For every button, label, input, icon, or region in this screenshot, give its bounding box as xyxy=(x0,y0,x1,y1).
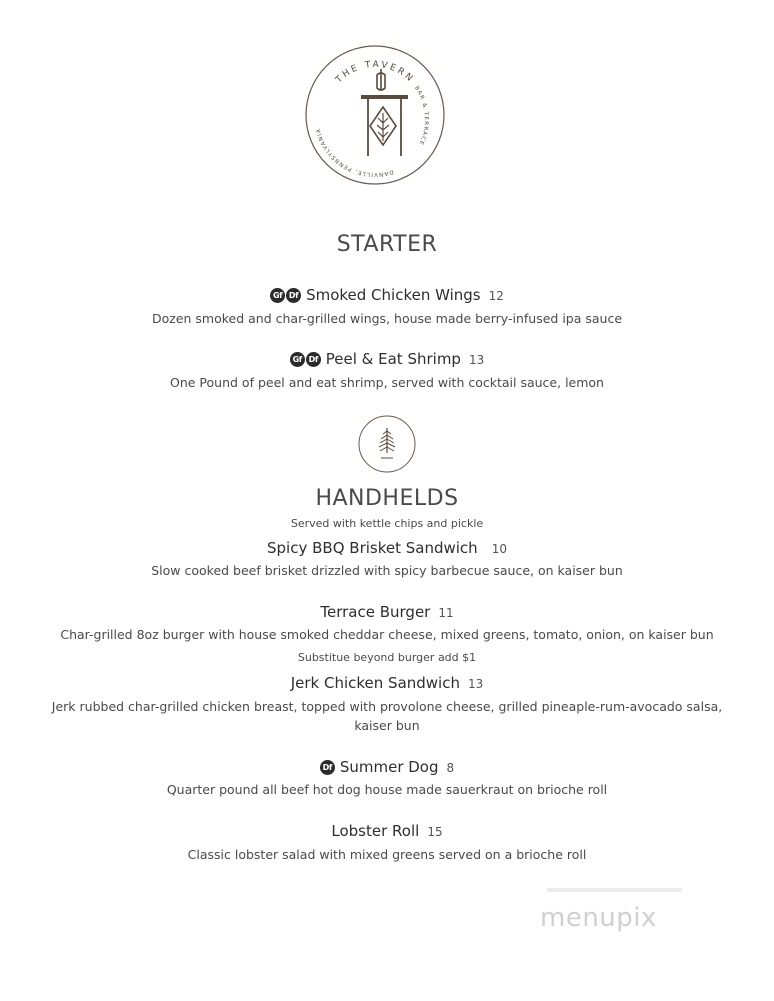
menu-item-terrace-burger xyxy=(0,603,774,621)
dairy-free-badge: Df xyxy=(286,288,301,303)
dairy-free-badge: Df xyxy=(320,760,335,775)
section-title-handhelds: HANDHELDS xyxy=(315,486,459,511)
menu-item-summer-dog xyxy=(0,758,774,776)
menu-item-lobster-roll xyxy=(0,822,774,840)
item-description: One Pound of peel and eat shrimp, served with cocktail sauce, lemon xyxy=(170,375,604,390)
item-price: 15 xyxy=(427,825,443,839)
pine-tree-divider xyxy=(358,415,416,473)
section-title-starter: STARTER xyxy=(336,232,438,257)
pine-tree-icon xyxy=(358,415,416,473)
section-subtitle: Served with kettle chips and pickle xyxy=(290,517,484,530)
menu-item-jerk-chicken xyxy=(0,674,774,692)
item-description: Char-grilled 8oz burger with house smoked cheddar cheese, mixed greens, tomato, onion, on kaiser bun xyxy=(60,627,714,642)
logo-right-text: BAR & TERRACE xyxy=(413,85,429,147)
svg-text:THE TAVERN xyxy=(333,60,415,86)
lantern-icon xyxy=(303,43,447,187)
menu-item-peel-eat-shrimp xyxy=(0,350,774,368)
item-name: Lobster Roll xyxy=(331,822,420,840)
menu-item-spicy-bbq-brisket xyxy=(0,539,774,557)
dietary-badges xyxy=(290,350,322,368)
gluten-free-badge: Gf xyxy=(270,288,285,303)
svg-text:BAR & TERRACE xyxy=(413,85,429,146)
item-description-continued: kaiser bun xyxy=(354,718,420,733)
item-note: Substitue beyond burger add $1 xyxy=(297,651,477,664)
item-description: Dozen smoked and char-grilled wings, house made berry-infused ipa sauce xyxy=(151,311,623,326)
gluten-free-badge: Gf xyxy=(290,352,305,367)
dairy-free-badge: Df xyxy=(306,352,321,367)
item-name: Smoked Chicken Wings xyxy=(306,286,481,304)
item-name: Summer Dog xyxy=(339,758,439,776)
item-description: Jerk rubbed char-grilled chicken breast, topped with provolone cheese, grilled pineaple-rum-avocado salsa, xyxy=(51,699,723,714)
item-price: 8 xyxy=(446,761,455,775)
svg-text:DANVILLE, PENNSYLVANIA xyxy=(316,127,394,177)
item-description: Classic lobster salad with mixed greens served on a brioche roll xyxy=(187,847,587,862)
item-price: 11 xyxy=(438,606,454,620)
item-price: 12 xyxy=(488,289,504,303)
watermark-bar xyxy=(547,888,682,892)
item-price: 13 xyxy=(468,353,485,367)
item-name: Spicy BBQ Brisket Sandwich xyxy=(267,539,478,557)
item-price: 13 xyxy=(467,677,484,691)
item-price: 10 xyxy=(491,542,507,556)
item-description: Slow cooked beef brisket drizzled with spicy barbecue sauce, on kaiser bun xyxy=(151,563,623,578)
tavern-logo xyxy=(303,43,447,187)
dietary-badges xyxy=(320,758,336,776)
logo-left-text: DANVILLE, PENNSYLVANIA xyxy=(315,127,394,178)
item-name: Peel & Eat Shrimp xyxy=(325,350,461,368)
menupix-watermark: menupix xyxy=(540,903,657,933)
item-name: Terrace Burger xyxy=(320,603,431,621)
menu-item-smoked-chicken-wings xyxy=(0,286,774,304)
logo-name: THE TAVERN xyxy=(334,59,416,86)
item-description: Quarter pound all beef hot dog house made sauerkraut on brioche roll xyxy=(166,782,608,797)
item-name: Jerk Chicken Sandwich xyxy=(290,674,460,692)
dietary-badges xyxy=(270,286,302,304)
